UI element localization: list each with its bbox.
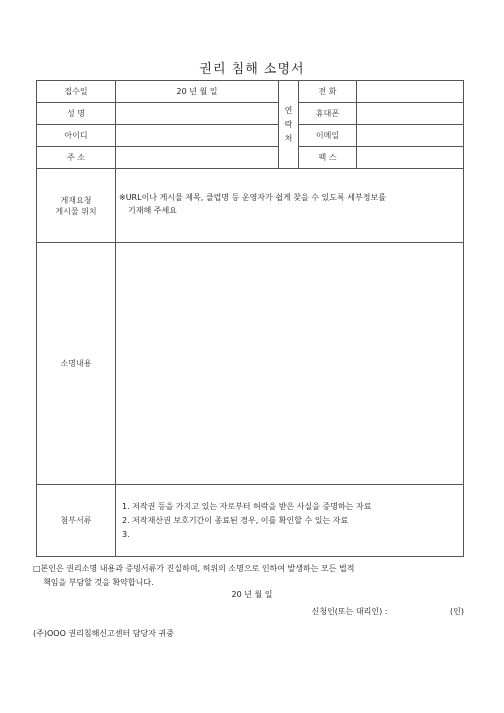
post-location-label (37, 169, 116, 243)
explanation-label: 소명내용 (37, 243, 116, 485)
post-location-label-line: 게재요청 (60, 195, 92, 205)
address-label: 주 소 (37, 147, 116, 169)
mobile-field[interactable] (357, 103, 464, 125)
contact-label-char: 연 (284, 105, 293, 115)
post-location-field[interactable] (116, 169, 464, 243)
row-explanation (37, 243, 464, 485)
row-address (37, 147, 464, 169)
attachment-item: 1. 저작권 등을 가지고 있는 자로부터 허락을 받은 사실을 증명하는 자료 (122, 501, 372, 511)
received-date-value[interactable]: 20 년 월 일 (116, 81, 279, 103)
post-location-label-line: 게시물 위치 (55, 206, 97, 216)
contact-label-char: 락 (284, 119, 293, 129)
attachments-field[interactable] (116, 485, 464, 557)
attachment-item: 2. 저작재산권 보호기간이 종료된 경우, 이를 확인할 수 있는 자료 (122, 515, 349, 525)
attachments-label: 첨부서류 (37, 485, 116, 557)
name-field[interactable] (116, 103, 279, 125)
post-location-note: 기재해 주세요 (128, 206, 177, 215)
email-label: 이메일 (299, 125, 357, 147)
signer-line (312, 606, 464, 617)
seal-label: (인) (450, 607, 464, 616)
fax-field[interactable] (357, 147, 464, 169)
phone-field[interactable] (357, 81, 464, 103)
attachment-item: 3. (122, 529, 130, 539)
mobile-label: 휴대폰 (299, 103, 357, 125)
declaration-line: □본인은 권리소명 내용과 증빙서류가 진실하며, 허위의 소명으로 인하여 발생하는 모든 법적 (33, 564, 355, 573)
row-name (37, 103, 464, 125)
explanation-field[interactable] (116, 243, 464, 485)
post-location-note: ※URL이나 게시물 제목, 클럽명 등 운영자가 쉽게 찾을 수 있도록 세부정보를 (119, 193, 386, 202)
address-field[interactable] (116, 147, 279, 169)
row-attachments (37, 485, 464, 557)
signer-label: 신청인(또는 대리인) : (311, 607, 388, 616)
declaration-line: 책임을 부담할 것을 확약합니다. (43, 578, 154, 587)
id-field[interactable] (116, 125, 279, 147)
row-id (37, 125, 464, 147)
row-received-date (37, 81, 464, 103)
declaration (33, 562, 473, 590)
contact-label-char: 처 (284, 133, 293, 143)
document-title: 권리 침해 소명서 (199, 62, 305, 77)
row-post-location (37, 169, 464, 243)
received-date-label: 접수일 (37, 81, 116, 103)
name-label: 성 명 (37, 103, 116, 125)
contact-label (279, 81, 299, 169)
recipient: (주)OOO 권리침해신고센터 담당자 귀중 (33, 629, 174, 638)
id-label: 아이디 (37, 125, 116, 147)
email-field[interactable] (357, 125, 464, 147)
explanation-form-table (36, 80, 464, 557)
phone-label: 전 화 (299, 81, 357, 103)
fax-label: 팩 스 (299, 147, 357, 169)
signature-date: 20 년 월 일 (231, 590, 273, 599)
